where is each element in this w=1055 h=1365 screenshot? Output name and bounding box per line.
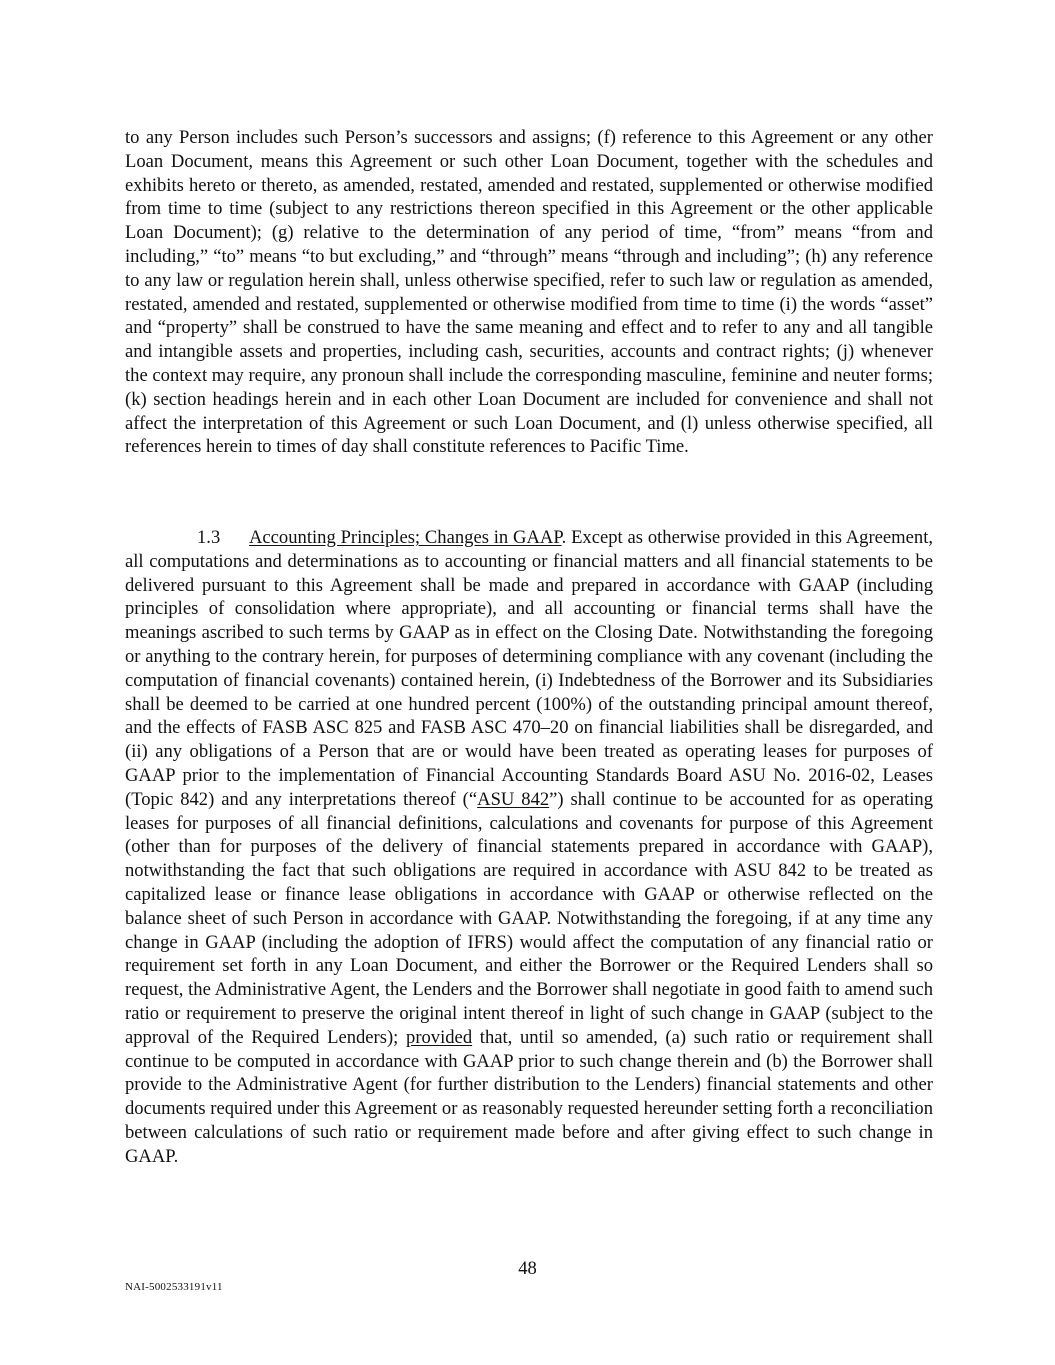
section-heading: Accounting Principles; Changes in GAAP (249, 527, 562, 548)
section-heading-period: . (561, 527, 567, 548)
section-1-3-paragraph (125, 526, 933, 1169)
page-number: 48 (518, 1258, 537, 1279)
section-text-part-1: Except as otherwise provided in this Agreement, all computations and determinations as to accounting or financial matters and all financial statements to be delivered pursuant to this Agreement shall be made and prepared in accordance with GAAP (including principles of consolidation where appropriate), and all accounting or financial terms shall have the meanings ascribed to such terms by GAAP as in effect on the Closing Date. Notwithstanding the foregoing or anything to the contrary herein, for purposes of determining compliance with any covenant (including the computation of financial covenants) contained herein, (i) Indebtedness of the Borrower and its Subsidiaries shall be deemed to be carried at one hundred percent (100%) of the outstanding principal amount thereof, and the effects of FASB ASC 825 and FASB ASC 470–20 on financial liabilities shall be disregarded, and (ii) any obligations of a Person that are or would have been treated as operating leases for purposes of GAAP prior to the implementation of Financial Accounting Standards Board ASU No. 2016-02, Leases (Topic 842) and any interpretations thereof (“ (125, 527, 934, 810)
continued-paragraph: to any Person includes such Person’s successors and assigns; (f) reference to this Agreement or any other Loan Document, means this Agreement or such other Loan Document, together with the schedules and exhibits hereto or thereto, as amended, restated, amended and restated, supplemented or otherwise modified from time to time (subject to any restrictions thereon specified in this Agreement or the other applicable Loan Document); (g) relative to the determination of any period of time, “from” means “from and including,” “to” means “to but excluding,” and “through” means “through and including”; (h) any reference to any law or regulation herein shall, unless otherwise specified, refer to such law or regulation as amended, restated, amended and restated, supplemented or otherwise modified from time to time (i) the words “asset” and “property” shall be construed to have the same meaning and effect and to refer to any and all tangible and intangible assets and properties, including cash, securities, accounts and contract rights; (j) whenever the context may require, any pronoun shall include the corresponding masculine, feminine and neuter forms; (k) section headings herein and in each other Loan Document are included for convenience and shall not affect the interpretation of this Agreement or such Loan Document, and (l) unless otherwise specified, all references herein to times of day shall constitute references to Pacific Time. (125, 127, 933, 458)
proviso-term: provided (406, 1026, 473, 1048)
section-text-part-2: ”) shall continue to be accounted for as operating leases for purposes of all financial definitions, calculations and covenants for purpose of this Agreement (other than for purposes of the delivery of financial statements prepared in accordance with GAAP), notwithstanding the fact that such obligations are required in accordance with ASU 842 to be treated as capitalized lease or finance lease obligations in accordance with GAAP or otherwise reflected on the balance sheet of such Person in accordance with GAAP. Notwithstanding the foregoing, if at any time any change in GAAP (including the adoption of IFRS) would affect the computation of any financial ratio or requirement set forth in any Loan Document, and either the Borrower or the Required Lenders shall so request, the Administrative Agent, the Lenders and the Borrower shall negotiate in good faith to amend such ratio or requirement to preserve the original intent thereof in light of such change in GAAP (subject to the approval of the Required Lenders); (125, 788, 933, 1048)
defined-term-asu-842: ASU 842 (477, 788, 550, 810)
document-id: NAI-5002533191v11 (125, 1281, 223, 1293)
section-text-part-3: that, until so amended, (a) such ratio or requirement shall continue to be computed in accordance with GAAP prior to such change therein and (b) the Borrower shall provide to the Administrative Agent (for further distribution to the Lenders) financial statements and other documents required under this Agreement or as reasonably requested hereunder setting forth a reconciliation between calculations of such ratio or requirement made before and after giving effect to such change in GAAP. (125, 1026, 933, 1167)
section-number: 1.3 (197, 527, 221, 548)
